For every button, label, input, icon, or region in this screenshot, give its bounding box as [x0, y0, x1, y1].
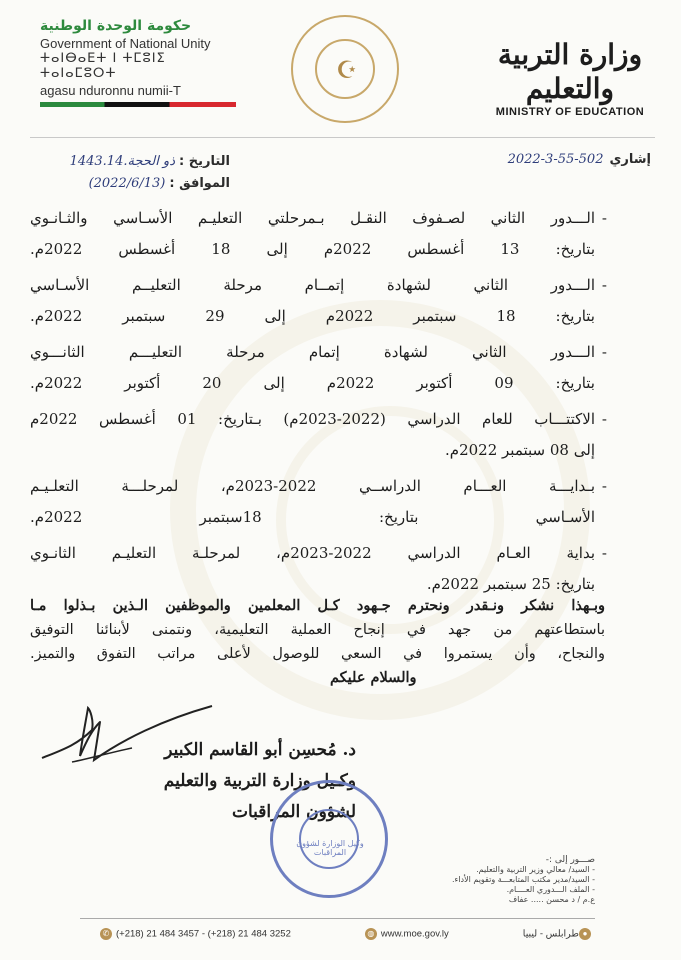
official-stamp-icon	[270, 780, 388, 898]
phone-icon: ✆	[100, 928, 112, 940]
distribution-item: - السيد/ معالي وزير التربية والتعليم.	[476, 865, 595, 874]
item-line: الـــدور الثاني لصـفوف النقـل بـمرحلتي التعليـم الأسـاسي والثـانـوي	[30, 209, 595, 227]
schedule-item: - بداية العـام الدراسي 2022-2023م، لمرحلـة التعليـم الثانـوي بتاريخ: 25 سبتمبر 2022م.	[30, 538, 595, 600]
distribution-item: - الملف الـــدوري العــــام.	[506, 885, 595, 894]
schedule-item: - بـدايـــة العـــام الدراســي 2022-2023م، لمرحلـــة التعلـيـم الأسـاسي بتاريخ: 18سبتمبر 2022م.	[30, 471, 595, 533]
item-line: الاكتتـــاب للعام الدراسي (2022-2023م) بـتاريخ: 01 أغسطس 2022م	[30, 410, 596, 428]
distribution-list	[452, 855, 595, 905]
item-line: بداية العـام الدراسي 2022-2023م، لمرحلـة التعليـم الثانـوي	[30, 544, 595, 562]
closing-line: والنجاح، وأن يستمروا في السعي للوصول لأعلى مراتب التفوق والتميز.	[30, 646, 605, 662]
gov-name-amazigh-latin: agasu nduronnu numii-T	[40, 83, 181, 98]
footer-divider	[80, 918, 595, 919]
gov-name-english: Government of National Unity	[40, 36, 211, 51]
agreed-date-label: الموافق :	[169, 175, 230, 191]
schedule-item: - الاكتتـــاب للعام الدراسي (2022-2023م) بـتاريخ: 01 أغسطس 2022م إلى 08 سبتمبر 2022م.	[30, 404, 595, 466]
address-contact: ●طرابلس - ليبيا	[523, 928, 595, 940]
letter-body	[30, 203, 607, 605]
date-block	[10, 150, 230, 194]
location-pin-icon: ●	[579, 928, 591, 940]
signatory-name: د. مُحسِن أبو القاسم الكبير	[164, 740, 356, 760]
date-label: التاريخ :	[179, 153, 230, 169]
salutation: والسلام عليكم	[330, 669, 417, 686]
distribution-heading: صـــور إلى :-	[545, 855, 595, 865]
item-line: الـــدور الثاني لشهادة إتمــام مرحلة التعليــم الأسـاسي	[30, 276, 595, 294]
website-contact[interactable]: ◍ www.moe.gov.ly	[365, 928, 449, 940]
gov-name-arabic: حكومة الوحدة الوطنية	[40, 18, 192, 34]
item-line: إلى 08 سبتمبر 2022م.	[445, 441, 595, 459]
header-divider	[30, 137, 655, 138]
schedule-item: - الـــدور الثاني لصـفوف النقـل بـمرحلتي التعليـم الأسـاسي والثـانـوي بتاريخ: 13 أغسطس 2022م إلى 18 أغسطس 2022م.	[30, 203, 595, 265]
item-line: بتاريخ: 13 أغسطس 2022م إلى 18 أغسطس 2022م.	[30, 240, 596, 258]
item-line: بتاريخ: 09 أكتوبر 2022م إلى 20 أكتوبر 2022م.	[30, 374, 595, 392]
closing-line: وبـهذا نشكر ونـقدر ونحترم جـهود كـل المعلمين والموظفين الـذين بـذلوا مـا	[30, 597, 605, 614]
signatory-title: وكـيل وزارة التربية والتعليم	[163, 771, 356, 791]
phone-contact: ✆ (+218) 21 484 3457 - (+218) 21 484 3252	[100, 928, 291, 940]
distribution-item: ع.م / د محسن ..... عفاف	[508, 895, 595, 904]
item-line: الـــدور الثاني لشهادة إتمام مرحلة التعليـــم الثانـــوي	[30, 343, 595, 361]
reference-number: 2022-3-55-502	[507, 152, 604, 167]
item-line: بـدايـــة العـــام الدراســي 2022-2023م، لمرحلـــة التعلـيـم	[30, 477, 595, 495]
flag-color-bar	[40, 102, 236, 107]
reference-label: إشاري	[609, 152, 651, 167]
signatory-department: لشؤون المراقبات	[231, 802, 356, 822]
stamp-text: وكيل الوزارة لشؤون المراقبات	[296, 839, 364, 857]
government-logo-block	[40, 18, 240, 107]
distribution-item: - السيد/مدير مكتب المتابعـــة وتقويم الأداء.	[451, 875, 595, 884]
schedule-item: - الـــدور الثاني لشهادة إتمــام مرحلة التعليــم الأسـاسي بتاريخ: 18 سبتمبر 2022م إلى 29 سبتمبر 2022م.	[30, 270, 595, 332]
reference-number-block	[508, 152, 651, 167]
item-line: الأسـاسي بتاريخ: 18سبتمبر 2022م.	[30, 508, 595, 526]
closing-line: باستطاعتهم من جهد في إنجاح العملية التعليمية، ونتمنى لأبنائنا التوفيق	[30, 622, 605, 638]
schedule-item: - الـــدور الثاني لشهادة إتمام مرحلة التعليـــم الثانـــوي بتاريخ: 09 أكتوبر 2022م إلى 20 أكتوبر 2022م.	[30, 337, 595, 399]
item-line: بتاريخ: 25 سبتمبر 2022م.	[426, 575, 595, 593]
ministry-logo-block	[485, 38, 655, 118]
ministry-seal-icon: ☪	[291, 15, 399, 123]
date-gregorian: (2022/6/13)	[88, 175, 166, 191]
gov-name-tifinagh: ⵜⴰⵏⴱⴰⴹⵜ ⵏ ⵜⵎⵓⵏⵉ ⵜⴰⵏⴰⵎⵓⵔⵜ	[40, 51, 166, 81]
ministry-name-english: MINISTRY OF EDUCATION	[495, 106, 645, 118]
footer	[100, 928, 595, 940]
globe-icon: ◍	[365, 928, 377, 940]
item-line: بتاريخ: 18 سبتمبر 2022م إلى 29 سبتمبر 2022م.	[30, 307, 595, 325]
closing-paragraph	[30, 594, 605, 690]
ministry-name-arabic: وزارة التربية والتعليم	[497, 38, 643, 105]
date-hijri: 1443.ذو الحجة.14	[69, 153, 176, 169]
